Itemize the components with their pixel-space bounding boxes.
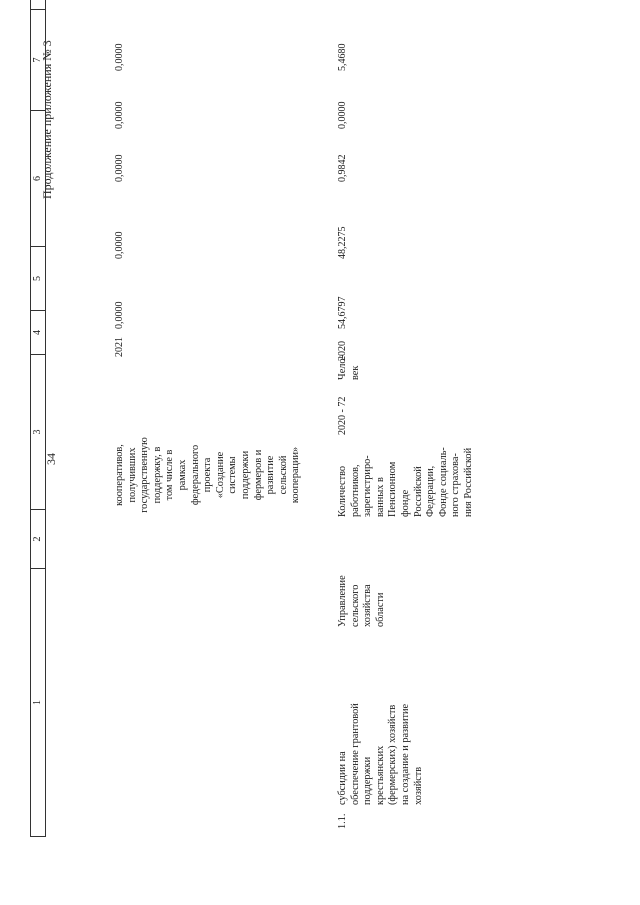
row-cont-value-10: 0,0000 [114,43,125,71]
row-cont-value-7: 0,0000 [114,231,125,259]
col-header-2: 2 [31,510,46,569]
row-cont-year: 2021 [114,337,125,357]
col-header-6: 6 [31,111,46,247]
page-number: 34 [44,453,58,465]
col-header-4: 4 [31,311,46,355]
column-number-header [30,0,46,837]
row-1-1-name: субсидии на обеспечение грантовой поддержки крестьянских (фермерских) хозяйств на создание и развитие хозяйств [337,703,424,805]
row-cont-value-8: 0,0000 [114,154,125,182]
row-1-1-value-10: 5,4680 [337,43,348,71]
row-1-1-unit: Чело- век [337,355,361,380]
row-1-1-indicator: Количество работников, зарегистриро- ванных в Пенсионном фонде Российской Федерации, Фонде социаль- ного страхова- ния Российской [337,447,474,517]
row-1-1-value-7: 48,2275 [337,226,348,259]
row-1-1-period: 2020 - 72 [337,396,348,435]
col-header-1: 1 [31,569,46,837]
row-cont-value-9: 0,0000 [114,101,125,129]
row-1-1-value-9: 0,0000 [337,101,348,129]
row-1-1-value-6: 54,6797 [337,296,348,329]
appendix-caption: Продолжение приложения № 3 [40,40,54,199]
row-1-1-year: 2020 [337,341,348,361]
row-1-1-value-8: 0,9842 [337,154,348,182]
row-cont-value-6: 0,0000 [114,301,125,329]
row-1-1-executor: Управление сельского хозяйства области [337,575,386,627]
col-header-7: 7 [31,10,46,111]
col-header-3: 3 [31,355,46,510]
row-1-1-number: 1.1. [337,813,348,829]
col-header-8 [31,0,46,10]
col-header-5: 5 [31,247,46,311]
row-cont-indicator: кооперативов, получивших государственную поддержку, в том числе в рамках федерального проекта «Создание системы поддержки фермеров и развитие сельской кооперации» [114,437,302,513]
